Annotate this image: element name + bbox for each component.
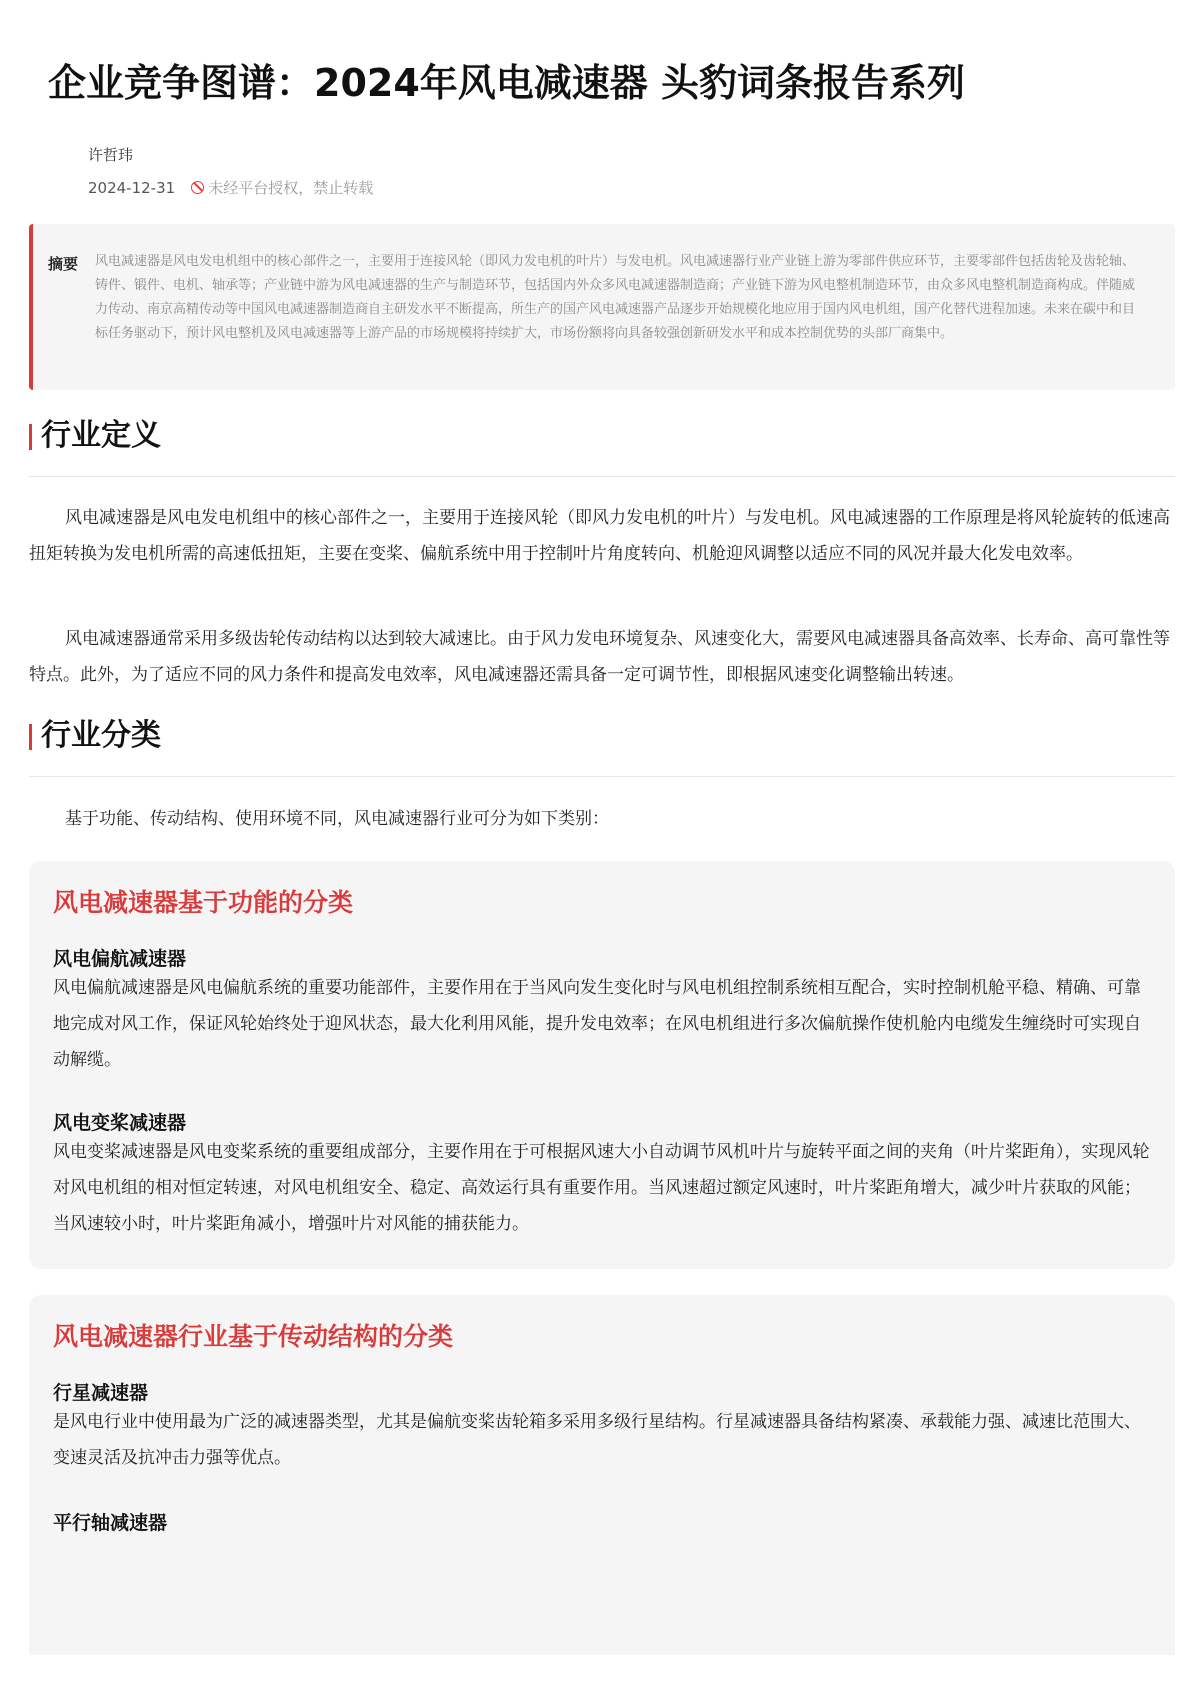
item-name: 风电偏航减速器 <box>53 948 187 970</box>
publish-date: 2024-12-31 <box>88 178 176 197</box>
section-accent-bar <box>29 724 32 750</box>
abstract-box <box>29 224 1175 390</box>
item-description: 风电变桨减速器是风电变桨系统的重要组成部分，主要作用在于可根据风速大小自动调节风机叶片与旋转平面之间的夹角（叶片桨距角），实现风轮对风电机组的相对恒定转速，对风电机组安全、稳定、高效运行具有重要作用。当风速超过额定风速时，叶片桨距角增大，减少叶片获取的风能；当风速较小时，叶片桨距角减小，增强叶片对风能的捕获能力。 <box>53 1142 1150 1234</box>
classification-card <box>29 1295 1175 1655</box>
abstract-text: 风电减速器是风电发电机组中的核心部件之一，主要用于连接风轮（即风力发电机的叶片）与发电机。风电减速器行业产业链上游为零部件供应环节，主要零部件包括齿轮及齿轮轴、铸件、锻件、电机、轴承等；产业链中游为风电减速器的生产与制造环节，包括国内外众多风电减速器制造商；产业链下游为风电整机制造环节，由众多风电整机制造商构成。伴随威力传动、南京高精传动等中国风电减速器制造商自主研发水平不断提高，所生产的国产风电减速器产品逐步开始规模化地应用于国内风电机组，国产化替代进程加速。未来在碳中和目标任务驱动下，预计风电整机及风电减速器等上游产品的市场规模将持续扩大，市场份额将向具备较强创新研发水平和成本控制优势的头部厂商集中。 <box>95 254 1136 341</box>
meta-row <box>88 177 373 198</box>
card-title: 风电减速器行业基于传动结构的分类 <box>53 1322 454 1351</box>
item-description: 是风电行业中使用最为广泛的减速器类型，尤其是偏航变桨齿轮箱多采用多级行星结构。行星减速器具备结构紧凑、承载能力强、减速比范围大、变速灵活及抗冲击力强等优点。 <box>53 1412 1141 1468</box>
card-title: 风电减速器基于功能的分类 <box>53 888 354 917</box>
item-description: 风电偏航减速器是风电偏航系统的重要功能部件，主要作用在于当风向发生变化时与风电机组控制系统相互配合，实时控制机舱平稳、精确、可靠地完成对风工作，保证风轮始终处于迎风状态，最大化利用风能，提升发电效率；在风电机组进行多次偏航操作使机舱内电缆发生缠绕时可实现自动解缆。 <box>53 978 1141 1070</box>
item-name: 风电变桨减速器 <box>53 1112 187 1134</box>
page-title: 企业竞争图谱：2024年风电减速器 头豹词条报告系列 <box>48 61 965 105</box>
abstract-label: 摘要 <box>48 255 79 273</box>
ban-icon <box>191 181 204 194</box>
classification-intro: 基于功能、传动结构、使用环境不同，风电减速器行业可分为如下类别： <box>65 809 609 829</box>
author-name: 许哲玮 <box>88 146 134 164</box>
definition-paragraph-2: 风电减速器通常采用多级齿轮传动结构以达到较大减速比。由于风力发电环境复杂、风速变化大，需要风电减速器具备高效率、长寿命、高可靠性等特点。此外，为了适应不同的风力条件和提高发电效率，风电减速器还需具备一定可调节性，即根据风速变化调整输出转速。 <box>29 629 1170 685</box>
section-heading-classification <box>29 714 1175 777</box>
copyright-notice-text: 未经平台授权，禁止转载 <box>208 179 374 197</box>
item-name: 平行轴减速器 <box>53 1512 168 1534</box>
section-title: 行业分类 <box>41 718 161 753</box>
copyright-notice <box>191 177 373 198</box>
definition-paragraph-1: 风电减速器是风电发电机组中的核心部件之一，主要用于连接风轮（即风力发电机的叶片）与发电机。风电减速器的工作原理是将风轮旋转的低速高扭矩转换为发电机所需的高速低扭矩，主要在变桨、偏航系统中用于控制叶片角度转向、机舱迎风调整以适应不同的风况并最大化发电效率。 <box>29 508 1170 564</box>
section-heading-definition <box>29 414 1175 477</box>
item-name: 行星减速器 <box>53 1382 149 1404</box>
section-accent-bar <box>29 424 32 450</box>
section-title: 行业定义 <box>41 418 161 453</box>
classification-card <box>29 861 1175 1269</box>
